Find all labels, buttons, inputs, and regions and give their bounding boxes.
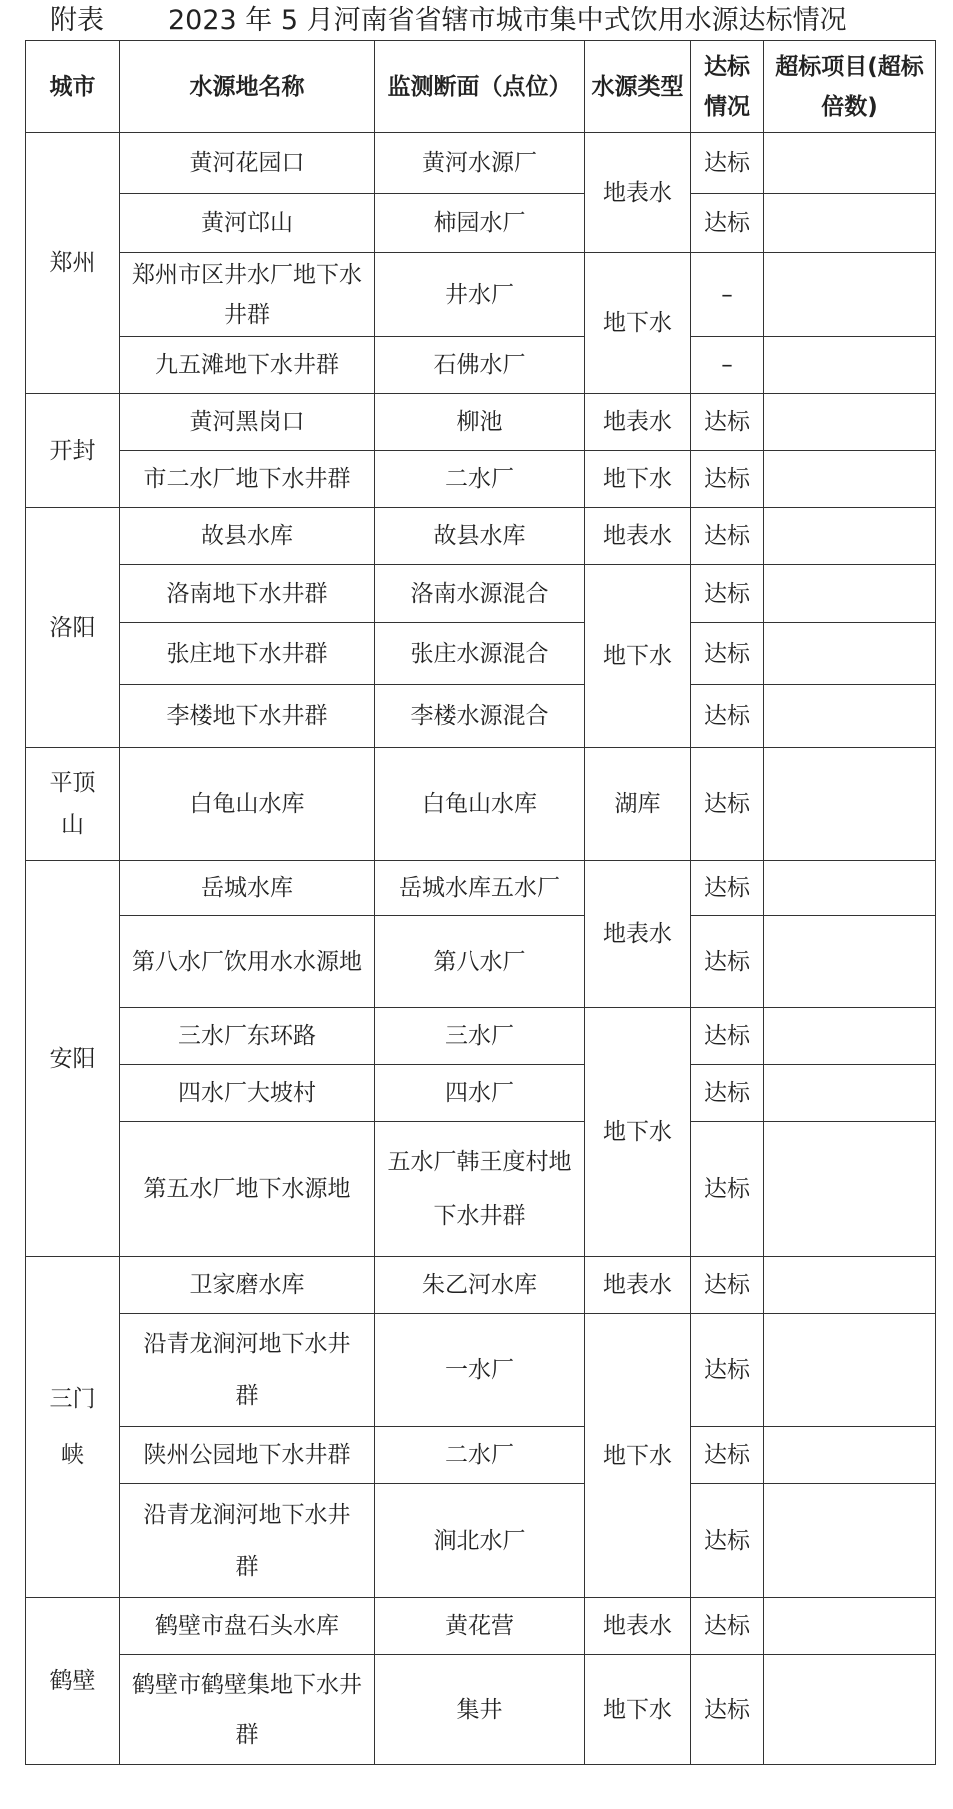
header-monitor-point: 监测断面（点位） [375, 41, 585, 133]
title-prefix: 附表 [50, 5, 104, 36]
source-name-cell: 四水厂大坡村 [120, 1065, 375, 1122]
city-cell: 安阳 [26, 861, 120, 1257]
table-row [26, 1427, 936, 1484]
table-row [26, 1314, 936, 1427]
monitor-point-cell: 集井 [375, 1655, 585, 1765]
source-name-cell: 黄河邙山 [120, 194, 375, 253]
monitor-point-cell: 石佛水厂 [375, 337, 585, 394]
source-name-cell: 岳城水库 [120, 861, 375, 916]
status-cell: – [691, 253, 764, 337]
exceed-cell [764, 1122, 936, 1257]
source-type-cell: 地表水 [585, 133, 691, 253]
table-row [26, 748, 936, 861]
header-city: 城市 [26, 41, 120, 133]
status-cell: 达标 [691, 748, 764, 861]
source-name-cell: 第八水厂饮用水水源地 [120, 916, 375, 1008]
source-name-cell: 郑州市区井水厂地下水井群 [120, 253, 375, 337]
exceed-cell [764, 685, 936, 748]
source-name-cell: 陕州公园地下水井群 [120, 1427, 375, 1484]
monitor-point-cell: 故县水库 [375, 508, 585, 565]
exceed-cell [764, 1427, 936, 1484]
source-type-cell: 地表水 [585, 861, 691, 1008]
monitor-point-cell: 柿园水厂 [375, 194, 585, 253]
status-cell: 达标 [691, 451, 764, 508]
source-name-cell: 李楼地下水井群 [120, 685, 375, 748]
source-name-cell: 沿青龙涧河地下水井群 [120, 1484, 375, 1598]
table-row [26, 133, 936, 194]
source-name-cell: 沿青龙涧河地下水井群 [120, 1314, 375, 1427]
exceed-cell [764, 337, 936, 394]
status-cell: 达标 [691, 565, 764, 623]
status-cell: 达标 [691, 1484, 764, 1598]
header-exceed: 超标项目(超标倍数) [764, 41, 936, 133]
source-name-cell: 三水厂东环路 [120, 1008, 375, 1065]
monitor-point-cell: 井水厂 [375, 253, 585, 337]
status-cell: 达标 [691, 623, 764, 685]
title-text: 2023 年 5 月河南省省辖市城市集中式饮用水源达标情况 [168, 5, 847, 36]
source-name-cell: 张庄地下水井群 [120, 623, 375, 685]
monitor-point-cell: 李楼水源混合 [375, 685, 585, 748]
exceed-cell [764, 1008, 936, 1065]
exceed-cell [764, 1257, 936, 1314]
monitor-point-cell: 一水厂 [375, 1314, 585, 1427]
monitor-point-cell: 黄花营 [375, 1598, 585, 1655]
table-row [26, 565, 936, 623]
table-row [26, 451, 936, 508]
exceed-cell [764, 565, 936, 623]
monitor-point-cell: 洛南水源混合 [375, 565, 585, 623]
source-type-cell: 地表水 [585, 508, 691, 565]
status-cell: 达标 [691, 508, 764, 565]
source-name-cell: 洛南地下水井群 [120, 565, 375, 623]
exceed-cell [764, 508, 936, 565]
monitor-point-cell: 二水厂 [375, 451, 585, 508]
table-row [26, 1257, 936, 1314]
city-cell: 平顶山 [26, 748, 120, 861]
status-cell: 达标 [691, 194, 764, 253]
table-row [26, 861, 936, 916]
city-cell: 三门峡 [26, 1257, 120, 1598]
source-name-cell: 市二水厂地下水井群 [120, 451, 375, 508]
table-row [26, 685, 936, 748]
source-type-cell: 地下水 [585, 451, 691, 508]
status-cell: 达标 [691, 1122, 764, 1257]
document-title [0, 2, 953, 40]
exceed-cell [764, 748, 936, 861]
monitor-point-cell: 第八水厂 [375, 916, 585, 1008]
table-row [26, 337, 936, 394]
status-cell: 达标 [691, 1598, 764, 1655]
table-row [26, 1484, 936, 1598]
exceed-cell [764, 451, 936, 508]
monitor-point-cell: 张庄水源混合 [375, 623, 585, 685]
monitor-point-cell: 黄河水源厂 [375, 133, 585, 194]
table-row [26, 1122, 936, 1257]
status-cell: 达标 [691, 1655, 764, 1765]
monitor-point-cell: 岳城水库五水厂 [375, 861, 585, 916]
table-row [26, 253, 936, 337]
exceed-cell [764, 1484, 936, 1598]
status-cell: 达标 [691, 1008, 764, 1065]
source-type-cell: 地下水 [585, 1314, 691, 1598]
source-name-cell: 第五水厂地下水源地 [120, 1122, 375, 1257]
status-cell: – [691, 337, 764, 394]
exceed-cell [764, 623, 936, 685]
table-row [26, 1655, 936, 1765]
city-cell: 洛阳 [26, 508, 120, 748]
table-row [26, 194, 936, 253]
status-cell: 达标 [691, 394, 764, 451]
table-row [26, 623, 936, 685]
source-name-cell: 故县水库 [120, 508, 375, 565]
source-type-cell: 地表水 [585, 1598, 691, 1655]
table-row [26, 1008, 936, 1065]
header-source-type: 水源类型 [585, 41, 691, 133]
header-row [26, 41, 936, 133]
exceed-cell [764, 133, 936, 194]
city-cell: 开封 [26, 394, 120, 508]
source-type-cell: 地下水 [585, 1655, 691, 1765]
city-cell: 郑州 [26, 133, 120, 394]
monitor-point-cell: 四水厂 [375, 1065, 585, 1122]
table-row [26, 394, 936, 451]
table-row [26, 916, 936, 1008]
exceed-cell [764, 1598, 936, 1655]
exceed-cell [764, 194, 936, 253]
exceed-cell [764, 1655, 936, 1765]
source-name-cell: 黄河黑岗口 [120, 394, 375, 451]
source-name-cell: 卫家磨水库 [120, 1257, 375, 1314]
exceed-cell [764, 253, 936, 337]
header-source-name: 水源地名称 [120, 41, 375, 133]
status-cell: 达标 [691, 1257, 764, 1314]
source-type-cell: 地表水 [585, 1257, 691, 1314]
source-type-cell: 湖库 [585, 748, 691, 861]
table-row [26, 1598, 936, 1655]
source-type-cell: 地下水 [585, 1008, 691, 1257]
monitor-point-cell: 二水厂 [375, 1427, 585, 1484]
exceed-cell [764, 394, 936, 451]
status-cell: 达标 [691, 685, 764, 748]
status-cell: 达标 [691, 861, 764, 916]
monitor-point-cell: 涧北水厂 [375, 1484, 585, 1598]
source-type-cell: 地下水 [585, 565, 691, 748]
table-row [26, 1065, 936, 1122]
exceed-cell [764, 916, 936, 1008]
status-cell: 达标 [691, 1314, 764, 1427]
exceed-cell [764, 1065, 936, 1122]
status-cell: 达标 [691, 1065, 764, 1122]
monitor-point-cell: 三水厂 [375, 1008, 585, 1065]
water-source-table [25, 40, 936, 1765]
exceed-cell [764, 861, 936, 916]
table-row [26, 508, 936, 565]
source-type-cell: 地下水 [585, 253, 691, 394]
monitor-point-cell: 柳池 [375, 394, 585, 451]
source-name-cell: 黄河花园口 [120, 133, 375, 194]
monitor-point-cell: 白龟山水库 [375, 748, 585, 861]
header-status: 达标情况 [691, 41, 764, 133]
monitor-point-cell: 朱乙河水库 [375, 1257, 585, 1314]
source-name-cell: 鹤壁市鹤壁集地下水井群 [120, 1655, 375, 1765]
status-cell: 达标 [691, 133, 764, 194]
status-cell: 达标 [691, 916, 764, 1008]
exceed-cell [764, 1314, 936, 1427]
source-name-cell: 白龟山水库 [120, 748, 375, 861]
source-name-cell: 九五滩地下水井群 [120, 337, 375, 394]
status-cell: 达标 [691, 1427, 764, 1484]
city-cell: 鹤壁 [26, 1598, 120, 1765]
monitor-point-cell: 五水厂韩王度村地下水井群 [375, 1122, 585, 1257]
source-type-cell: 地表水 [585, 394, 691, 451]
source-name-cell: 鹤壁市盘石头水库 [120, 1598, 375, 1655]
